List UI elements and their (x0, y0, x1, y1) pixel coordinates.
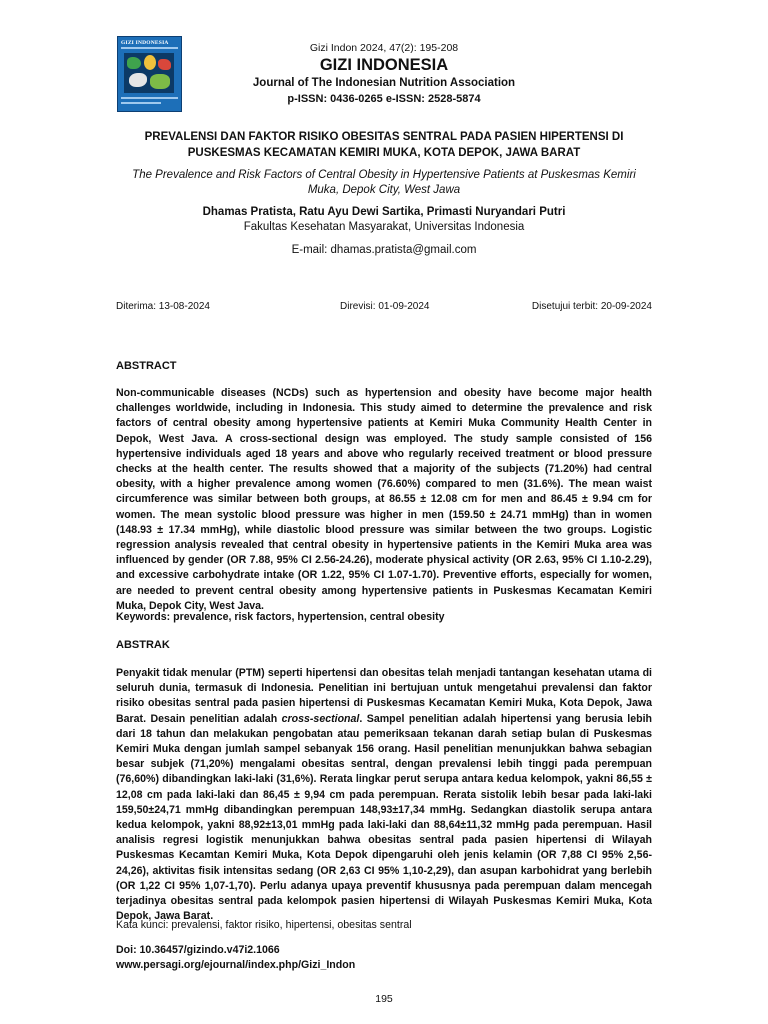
abstract-keywords: Keywords: prevalence, risk factors, hypertension, central obesity (116, 611, 445, 623)
abstrak-text-part: . Sampel penelitian adalah hipertensi yang berusia lebih dari 18 tahun dan melakukan pengobatan atau pemeriksaan tekanan darah setiap bulan di Puskesmas Kemiri Muka dengan jumlah sampel sebanyak 156 orang. Hasil penelitian menunjukkan bahwa sebagian besar subjek (71,20%) mengalami obesitas sentral, dengan prevalensi lebih tinggi pada perempuan (76,60%) dibandingkan laki-laki (31,6%). Rerata lingkar perut serupa antara kedua kelompok, yakni 86,55 ± 12,08 cm pada laki-laki dan 86,45 ± 9,94 cm pada perempuan. Rerata sistolik lebih besar pada laki-laki 159,50±24,71 mmHg dibandingkan perempuan 148,93±17,34 mmHg. Sedangkan diastolik serupa antara kedua kelompok, yakni 88,92±13,01 mmHg pada laki-laki dan 88,64±11,32 mmHg pada perempuan. Hasil analisis regresi logistik menunjukkan bahwa obesitas sentral pada pasien hipertensi di Wilayah Puskesmas Kecamtan Kemiri Muka, Kota Depok dipengaruhi oleh jenis kelamin (OR 7,88 CI 95% 2,56-24,26), aktivitas fisik intensitas sedang (OR 2,63 CI 95% 1,10-2,29), dan asupan karbohidrat yang berlebih (OR 1,22 CI 95% 1,07-1,70). Perlu adanya upaya preventif khususnya pada perempuan dalam mencegah terjadinya obesitas sentral pada kelompok pasien hipertensi di Wilayah Puskesmas Kemiri Muka, Kota Depok, Jawa Barat. (116, 712, 652, 923)
abstrak-heading: ABSTRAK (116, 639, 170, 651)
abstract-heading: ABSTRACT (116, 360, 177, 372)
article-authors: Dhamas Pratista, Ratu Ayu Dewi Sartika, Primasti Nuryandari Putri (202, 206, 566, 218)
abstrak-text (116, 666, 652, 924)
author-email: E-mail: dhamas.pratista@gmail.com (291, 244, 477, 256)
article-dates (116, 301, 652, 315)
revised-date: Direvisi: 01-09-2024 (340, 301, 430, 312)
author-affiliation: Fakultas Kesehatan Masyarakat, Universitas Indonesia (243, 221, 525, 233)
accepted-date: Disetujui terbit: 20-09-2024 (531, 301, 652, 312)
cover-title: GIZI INDONESIA (121, 40, 169, 46)
article-footer-links (116, 943, 355, 973)
journal-name: GIZI INDONESIA (319, 56, 449, 74)
abstrak-text-part: Penyakit tidak menular (PTM) seperti hipertensi dan obesitas telah menjadi tantangan kesehatan utama di seluruh dunia, termasuk di Indonesia. Penelitian ini bertujuan untuk mengetahui prevalensi dan faktor risiko obesitas sentral pada pasien hipertensi di Puskesmas Kecamatan Kemiri Muka, Kota Depok, Jawa Barat. Desain penelitian adalah (116, 667, 652, 725)
received-date: Diterima: 13-08-2024 (116, 301, 210, 312)
journal-url-link[interactable]: www.persagi.org/ejournal/index.php/Gizi_Indon (116, 959, 356, 971)
page-number: 195 (375, 993, 393, 1005)
doi-link[interactable]: Doi: 10.36457/gizindo.v47i2.1066 (116, 944, 280, 956)
article-title: PREVALENSI DAN FAKTOR RISIKO OBESITAS SENTRAL PADA PASIEN HIPERTENSI DI PUSKESMAS KECAMATAN KEMIRI MUKA, KOTA DEPOK, JAWA BARAT (144, 131, 624, 159)
abstract-text: Non-communicable diseases (NCDs) such as hypertension and obesity have become major health challenges worldwide, including in Indonesia. This study aimed to determine the prevalence and risk factors of central obesity among hypertensive patients at Kemiri Muka Community Health Center in Depok, West Java. A cross-sectional design was employed. The study sample consisted of 156 hypertensive individuals aged 18 years and above who regularly received treatment or blood pressure checks at the health center. The results showed that a majority of the subjects (71.20%) had central obesity, with a higher prevalence among women (76.60%) compared to men (31.6%). The mean waist circumference was similar between both groups, at 86.55 ± 12.08 cm for men and 86.45 ± 9.94 cm for women. The mean systolic blood pressure was higher in men (159.50 ± 24.71 mmHg) than in women (148.93 ± 17.34 mmHg), while diastolic blood pressure was similar between the two groups. Logistic regression analysis revealed that central obesity in hypertensive patients in the Kemiri Muka area was influenced by gender (OR 7.88, 95% CI 2.56-24.26), moderate physical activity (OR 2.63, 95% CI 1.10-2.29), and excessive carbohydrate intake (OR 1.22, 95% CI 1.07-1.70). Preventive efforts, especially for women, are needed to prevent central obesity among hypertensive patients in Puskesmas Kecamatan Kemiri Muka, Depok City, West Java. (116, 387, 652, 612)
journal-issn: p-ISSN: 0436-0265 e-ISSN: 2528-5874 (287, 93, 481, 105)
abstrak-text-italic: cross-sectional (281, 712, 360, 725)
abstrak-keywords: Kata kunci: prevalensi, faktor risiko, hipertensi, obesitas sentral (116, 919, 412, 931)
journal-citation: Gizi Indon 2024, 47(2): 195-208 (309, 42, 459, 54)
article-title-english: The Prevalence and Risk Factors of Central Obesity in Hypertensive Patients at Puskesmas Kemiri Muka, Depok City, West Jawa (132, 169, 636, 196)
journal-subtitle: Journal of The Indonesian Nutrition Association (252, 77, 516, 89)
